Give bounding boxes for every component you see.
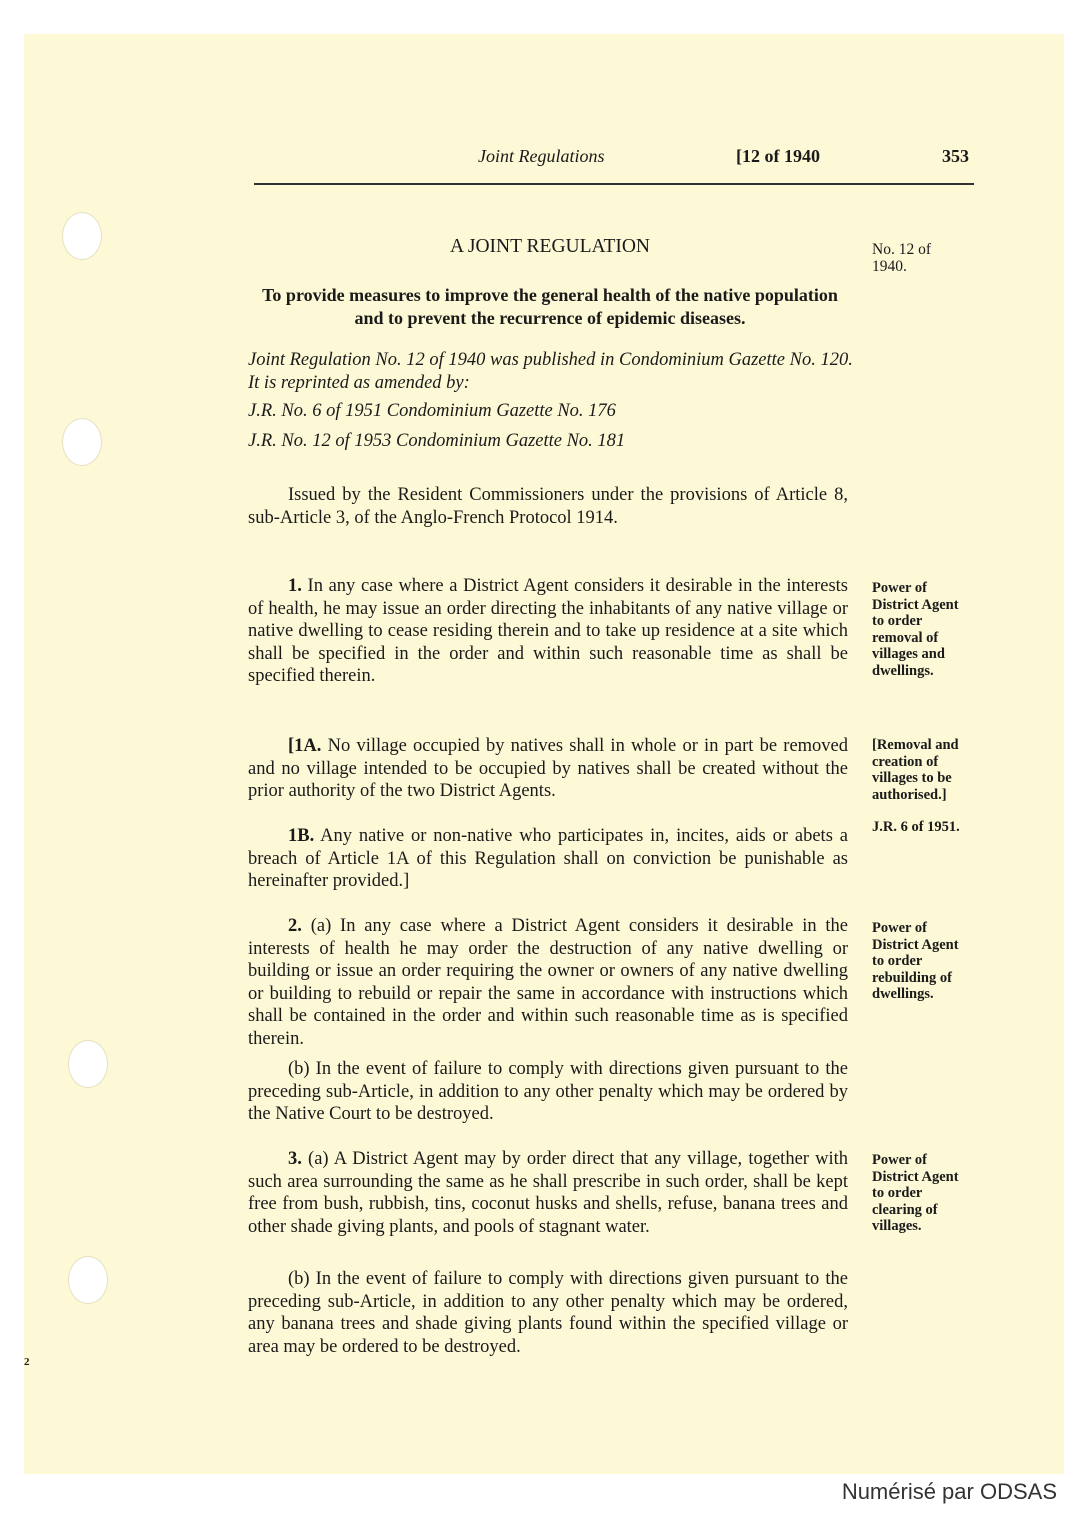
article-1b <box>248 825 848 893</box>
margin-note-article-1: Power of District Agent to order removal of villages and dwellings. <box>872 580 959 679</box>
amendment-1: J.R. No. 6 of 1951 Condominium Gazette No. 176 <box>248 401 616 421</box>
article-text: (b) In the event of failure to comply with directions given pursuant to the preceding sub-Article, in addition to any other penalty which may be ordered by the Native Court to be destroyed. <box>248 1059 848 1124</box>
article-text: (a) In any case where a District Agent considers it desirable in the interests of health he may order the destruction of any native dwelling or building or issue an order requiring the owner or owners of any native dwelling or building to rebuild or repair the same in accordance with instructions which shall be contained in the order and within such reasonable time as is specified therein. <box>248 916 848 1049</box>
article-number: 3. <box>288 1149 302 1169</box>
running-header-reference: [12 of 1940 <box>736 146 820 166</box>
article-number: 2. <box>288 916 302 936</box>
article-3a <box>248 1148 848 1238</box>
article-text: (a) A District Agent may by order direct that any village, together with such area surrounding the same as he shall prescribe in such order, shall be kept free from bush, rubbish, tins, coconut husks and shells, refuse, banana trees and other shade giving plants, and pools of stagnant water. <box>248 1149 849 1237</box>
punch-hole <box>62 418 102 466</box>
side-number: 2 <box>24 1356 30 1368</box>
article-1a <box>248 735 848 803</box>
article-1 <box>248 575 848 688</box>
punch-hole <box>68 1256 108 1304</box>
margin-reference-number: No. 12 of 1940. <box>872 241 931 275</box>
page-number: 353 <box>942 146 969 166</box>
issued-statement <box>248 484 848 529</box>
punch-hole <box>68 1040 108 1088</box>
header-rule <box>254 183 974 185</box>
article-3b <box>248 1268 848 1358</box>
margin-note-article-1a-ref: J.R. 6 of 1951. <box>872 819 960 835</box>
margin-note-article-1a: [Removal and creation of villages to be authorised.] <box>872 737 959 803</box>
article-number: [1A. <box>288 736 322 756</box>
punch-hole <box>62 212 102 260</box>
regulation-subtitle: To provide measures to improve the general health of the native population and to prevent the recurrence of epidemic diseases. <box>262 285 838 328</box>
regulation-heading: A JOINT REGULATION <box>449 236 651 257</box>
running-header-title: Joint Regulations <box>478 146 605 166</box>
article-number: 1. <box>288 576 302 596</box>
article-text: No village occupied by natives shall in whole or in part be removed and no village intended to be occupied by natives shall be created without the prior authority of the two District Agents. <box>248 736 849 801</box>
amendment-2: J.R. No. 12 of 1953 Condominium Gazette No. 181 <box>248 431 626 451</box>
article-text: In any case where a District Agent considers it desirable in the interests of health, he may issue an order directing the inhabitants of any native village or native dwelling to cease residing therein and to take up residence at a site which shall be specified in the order and within such reasonable time as shall be specified therein. <box>248 576 848 686</box>
article-2b <box>248 1058 848 1126</box>
publication-note: Joint Regulation No. 12 of 1940 was published in Condominium Gazette No. 120. It is reprinted as amended by: <box>248 350 853 393</box>
digitization-credit: Numérisé par ODSAS <box>841 1479 1057 1504</box>
article-text: (b) In the event of failure to comply with directions given pursuant to the preceding sub-Article, in addition to any other penalty which may be ordered, any banana trees and shade giving plants found within the specified village or area may be ordered to be destroyed. <box>248 1269 848 1357</box>
article-text: Any native or non-native who participates in, incites, aids or abets a breach of Article 1A of this Regulation shall on conviction be punishable as hereinafter provided.] <box>248 826 848 891</box>
article-number: 1B. <box>288 826 315 846</box>
margin-note-article-3: Power of District Agent to order clearing of villages. <box>872 1152 959 1234</box>
article-2a <box>248 915 848 1050</box>
margin-note-article-2: Power of District Agent to order rebuilding of dwellings. <box>872 920 959 1002</box>
issued-text: Issued by the Resident Commissioners under the provisions of Article 8, sub-Article 3, of the Anglo-French Protocol 1914. <box>248 485 848 528</box>
